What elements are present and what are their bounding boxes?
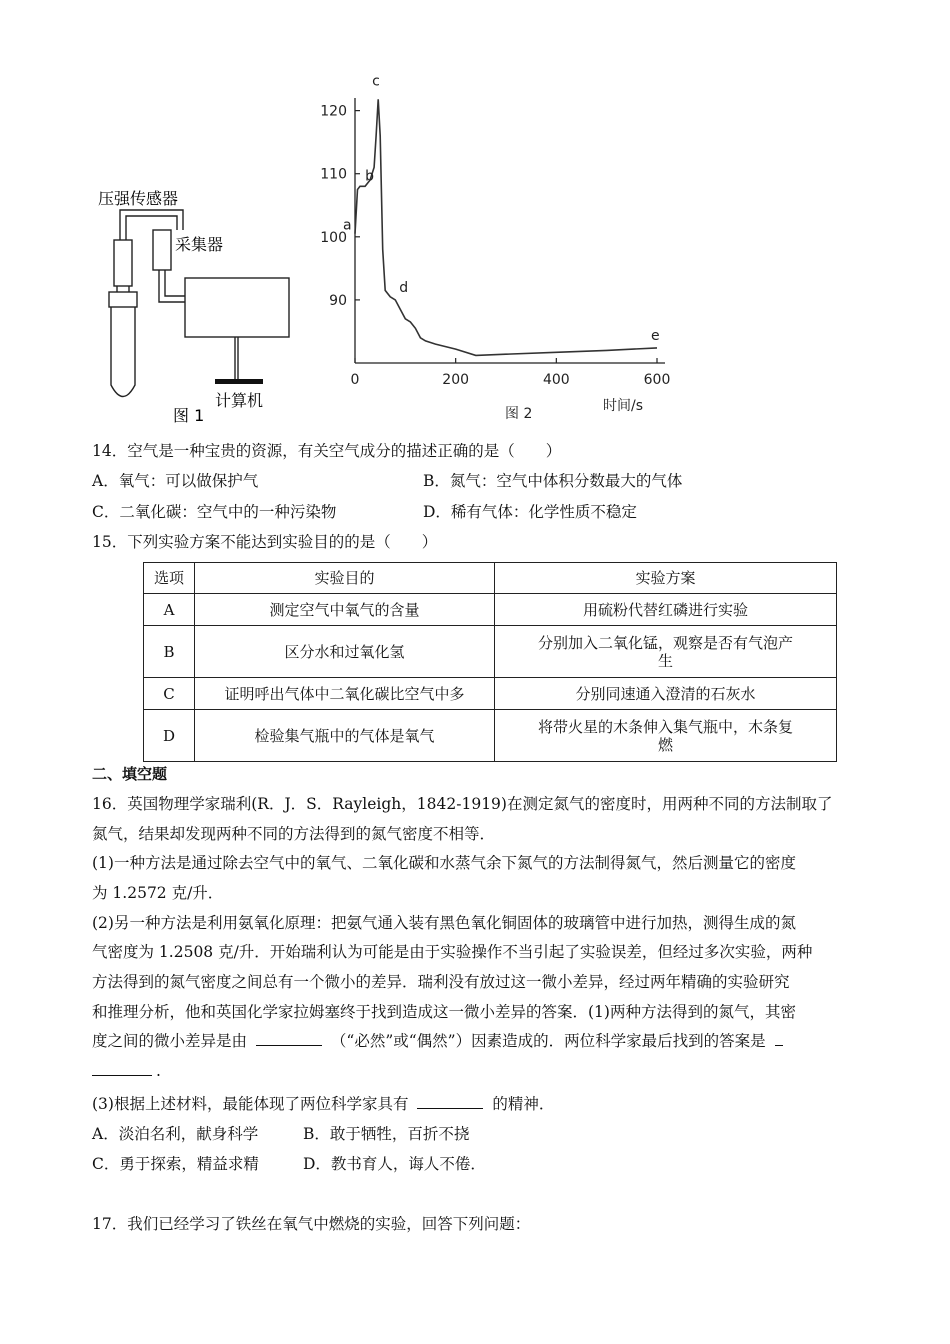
q16-line: (2)另一种方法是利用氨氧化原理：把氨气通入装有黑色氧化铜固体的玻璃管中进行加热，测得生成的氮 — [92, 914, 796, 932]
q16-text: （“必然”或“偶然”）因素造成的．两位科学家最后找到的答案是 — [330, 1032, 766, 1050]
table-cell: B — [144, 626, 195, 678]
answer-blank[interactable] — [92, 1061, 152, 1076]
q16-line: 和推理分析，他和英国化学家拉姆塞终于找到造成这一微小差异的答案．(1)两种方法得到的氮气，其密 — [92, 1003, 796, 1021]
table-cell-line: 将带火星的木条伸入集气瓶中，木条复 — [537, 717, 793, 736]
answer-blank[interactable] — [775, 1031, 783, 1046]
q16-option-b: B．敢于牺牲，百折不挠 — [303, 1125, 470, 1143]
table-cell: 区分水和过氧化氢 — [195, 626, 495, 678]
x-tick-label: 0 — [350, 372, 360, 388]
y-tick-label: 90 — [329, 292, 347, 309]
table-row — [144, 678, 837, 710]
table-cell-line: 燃 — [657, 735, 673, 754]
figure-2-caption: 图 2 — [505, 406, 533, 422]
table-cell: 用硫粉代替红磷进行实验 — [495, 594, 837, 626]
q14-option-a: A．氧气：可以做保护气 — [92, 472, 259, 490]
q16-line: 气密度为 1.2508 克/升．开始瑞利认为可能是由于实验操作不当引起了实验误差，但经过多次实验，两种 — [92, 943, 813, 961]
table-cell: 测定空气中氧气的含量 — [195, 594, 495, 626]
curve-annotation: b — [365, 168, 374, 185]
figure-1-caption: 图 1 — [173, 406, 205, 425]
q14-option-d: D．稀有气体：化学性质不稳定 — [423, 503, 637, 521]
table-cell: 检验集气瓶中的气体是氧气 — [195, 710, 495, 762]
y-tick-label: 120 — [320, 103, 347, 120]
table-row — [144, 594, 837, 626]
table-header-row — [144, 563, 837, 594]
y-tick-label: 110 — [320, 166, 347, 183]
table-row — [144, 626, 837, 678]
table-cell — [495, 626, 837, 678]
answer-blank[interactable] — [417, 1094, 483, 1109]
table-cell — [495, 710, 837, 762]
table-cell: A — [144, 594, 195, 626]
q16-text: (3)根据上述材料，最能体现了两位科学家具有 — [92, 1095, 409, 1113]
figure-2-chart — [305, 73, 685, 423]
table-cell: 证明呼出气体中二氧化碳比空气中多 — [195, 678, 495, 710]
pressure-line — [355, 99, 657, 355]
collector-label: 采集器 — [175, 235, 224, 254]
curve-annotation: c — [372, 73, 380, 90]
q16-option-c: C．勇于探索，精益求精 — [92, 1155, 259, 1173]
table-cell: C — [144, 678, 195, 710]
x-tick-label: 600 — [643, 372, 671, 388]
q15-table — [143, 562, 837, 762]
figure-1-apparatus — [95, 180, 305, 425]
table-cell: 分别同速通入澄清的石灰水 — [495, 678, 837, 710]
q16-option-d: D．教书育人，诲人不倦． — [303, 1155, 486, 1173]
table-cell: D — [144, 710, 195, 762]
q16-line: 为 1.2572 克/升． — [92, 884, 224, 902]
x-tick-label: 200 — [442, 372, 470, 388]
q16-line — [92, 1031, 787, 1051]
q16-line: 16．英国物理学家瑞利(R．J．S．Rayleigh，1842-1919)在测定氮气的密度时，用两种不同的方法制取了 — [92, 795, 833, 813]
q16-line: 氮气，结果却发现两种不同的方法得到的氮气密度不相等． — [92, 825, 496, 843]
section-title: 二、填空题 — [92, 765, 168, 783]
curve-annotation: d — [399, 279, 409, 296]
q16-text: 的精神． — [492, 1095, 555, 1113]
x-tick-label: 400 — [542, 372, 570, 388]
q17-stem: 17．我们已经学习了铁丝在氧气中燃烧的实验，回答下列问题： — [92, 1215, 531, 1233]
q14-option-b: B．氮气：空气中体积分数最大的气体 — [423, 472, 683, 490]
table-cell-line: 分别加入二氧化锰，观察是否有气泡产 — [537, 633, 793, 652]
q16-line — [92, 1094, 554, 1114]
computer-label: 计算机 — [215, 391, 264, 410]
q15-stem: 15．下列实验方案不能达到实验目的的是（ ） — [92, 533, 438, 551]
curve-annotation: e — [651, 327, 660, 344]
q16-text: 度之间的微小差异是由 — [92, 1032, 248, 1050]
answer-blank[interactable] — [256, 1031, 322, 1046]
y-tick-label: 100 — [320, 229, 347, 246]
q16-option-a: A．淡泊名利，献身科学 — [92, 1125, 259, 1143]
x-axis-label: 时间/s — [603, 398, 644, 414]
table-header-cell: 实验目的 — [195, 563, 495, 594]
table-header-cell: 选项 — [144, 563, 195, 594]
table-cell-line: 生 — [657, 651, 673, 670]
q14-stem: 14．空气是一种宝贵的资源，有关空气成分的描述正确的是（ ） — [92, 442, 562, 460]
q14-option-c: C．二氧化碳：空气中的一种污染物 — [92, 503, 337, 521]
table-row — [144, 710, 837, 762]
curve-annotation: a — [343, 217, 352, 234]
table-header-cell: 实验方案 — [495, 563, 837, 594]
sensor-label: 压强传感器 — [98, 189, 179, 208]
q16-line: 方法得到的氮气密度之间总有一个微小的差异．瑞利没有放过这一微小差异，经过两年精确的实验研究 — [92, 973, 790, 991]
q16-line: . — [92, 1061, 161, 1081]
q16-line: (1)一种方法是通过除去空气中的氧气、二氧化碳和水蒸气余下氮气的方法制得氮气，然后测量它的密度 — [92, 854, 796, 872]
